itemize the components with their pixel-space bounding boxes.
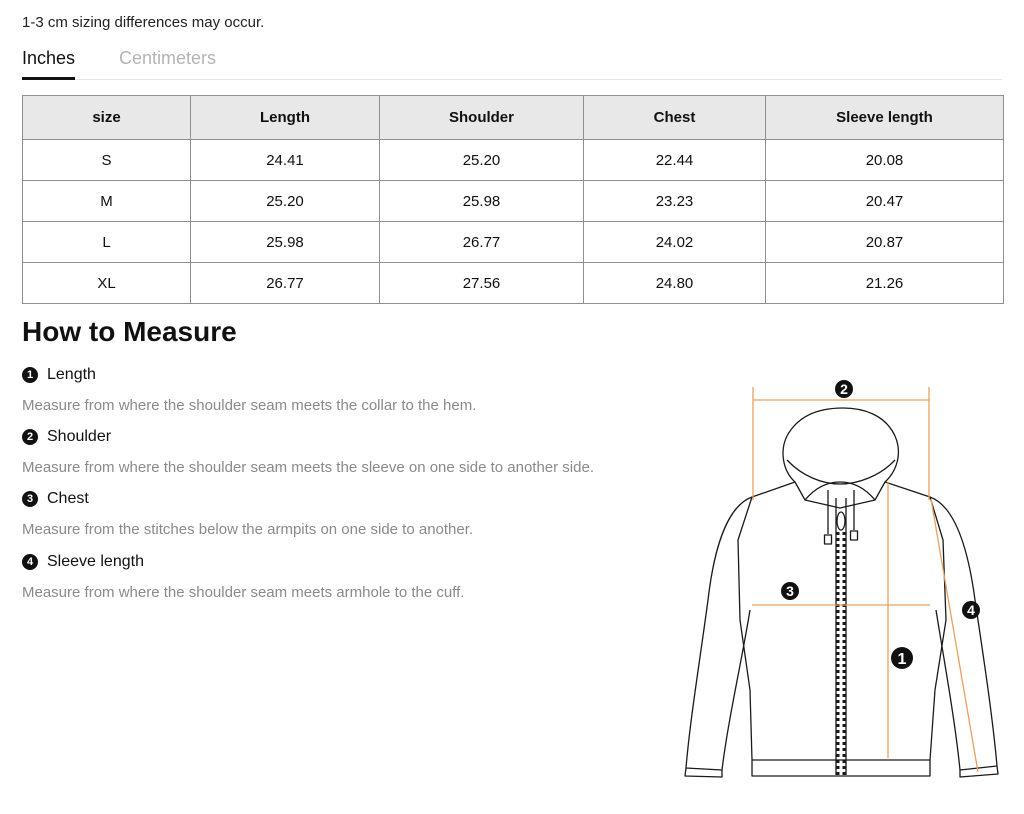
svg-text:4: 4	[967, 602, 975, 618]
cell-chest: 24.80	[584, 263, 766, 304]
unit-tabs	[22, 46, 1002, 80]
cell-size: S	[23, 140, 191, 181]
drawstring-tip-right	[851, 531, 858, 540]
hoodie-measurement-diagram-icon	[660, 372, 1024, 792]
header-chest: Chest	[584, 96, 766, 140]
number-2-icon: 2	[22, 429, 38, 445]
cell-shoulder: 27.56	[380, 263, 584, 304]
measure-item-sleeve-length	[22, 553, 464, 601]
sizing-note: 1-3 cm sizing differences may occur.	[22, 14, 265, 31]
header-size: size	[23, 96, 191, 140]
marker-3-icon	[781, 582, 799, 600]
hoodie-collar	[805, 482, 875, 500]
table-row	[23, 222, 1004, 263]
cell-chest: 23.23	[584, 181, 766, 222]
cell-chest: 22.44	[584, 140, 766, 181]
cell-shoulder: 25.20	[380, 140, 584, 181]
hoodie-right-sleeve	[930, 497, 997, 770]
measure-label: Shoulder	[47, 428, 112, 445]
svg-text:2: 2	[840, 381, 848, 397]
cell-sleeve-length: 20.87	[766, 222, 1004, 263]
cell-sleeve-length: 20.47	[766, 181, 1004, 222]
drawstring-tip-left	[825, 535, 832, 544]
header-sleeve-length: Sleeve length	[766, 96, 1004, 140]
cell-size: XL	[23, 263, 191, 304]
cell-size: M	[23, 181, 191, 222]
how-to-measure-title: How to Measure	[22, 316, 237, 347]
marker-1-icon	[891, 647, 913, 669]
cell-length: 26.77	[191, 263, 380, 304]
measure-label: Sleeve length	[47, 553, 144, 570]
svg-text:3: 3	[786, 583, 794, 599]
table-row	[23, 263, 1004, 304]
cell-length: 25.98	[191, 222, 380, 263]
cell-sleeve-length: 20.08	[766, 140, 1004, 181]
cell-chest: 24.02	[584, 222, 766, 263]
measure-item-shoulder	[22, 428, 594, 476]
number-1-icon: 1	[22, 367, 38, 383]
cell-length: 25.20	[191, 181, 380, 222]
measure-description: Measure from where the shoulder seam meets the collar to the hem.	[22, 397, 477, 414]
cell-size: L	[23, 222, 191, 263]
measure-description: Measure from where the shoulder seam meets armhole to the cuff.	[22, 584, 465, 601]
hoodie-hood-inner	[787, 460, 895, 484]
measure-item-chest	[22, 490, 473, 538]
measure-item-length	[22, 366, 476, 414]
table-header-row	[23, 96, 1004, 140]
measure-description: Measure from where the shoulder seam meets the sleeve on one side to another side.	[22, 459, 594, 476]
cell-length: 24.41	[191, 140, 380, 181]
sleeve-measure-line	[931, 499, 978, 772]
hoodie-body-outline	[738, 482, 946, 760]
cell-sleeve-length: 21.26	[766, 263, 1004, 304]
zipper-teeth	[838, 532, 844, 775]
marker-2-icon	[835, 380, 853, 398]
table-row	[23, 140, 1004, 181]
marker-4-icon	[962, 601, 980, 619]
cell-shoulder: 25.98	[380, 181, 584, 222]
svg-text:1: 1	[897, 651, 907, 668]
tab-inches[interactable]: Inches	[22, 48, 75, 80]
size-table	[22, 95, 1004, 304]
measure-label: Length	[47, 366, 96, 383]
hoodie-hem	[752, 760, 930, 776]
zipper-pull	[837, 512, 845, 530]
measure-description: Measure from the stitches below the armpits on one side to another.	[22, 521, 474, 538]
header-shoulder: Shoulder	[380, 96, 584, 140]
shoulder-measure-line	[753, 387, 929, 500]
number-4-icon: 4	[22, 554, 38, 570]
table-row	[23, 181, 1004, 222]
measure-label: Chest	[47, 490, 89, 507]
number-3-icon: 3	[22, 491, 38, 507]
tab-centimeters[interactable]: Centimeters	[119, 48, 217, 68]
header-length: Length	[191, 96, 380, 140]
cell-shoulder: 26.77	[380, 222, 584, 263]
